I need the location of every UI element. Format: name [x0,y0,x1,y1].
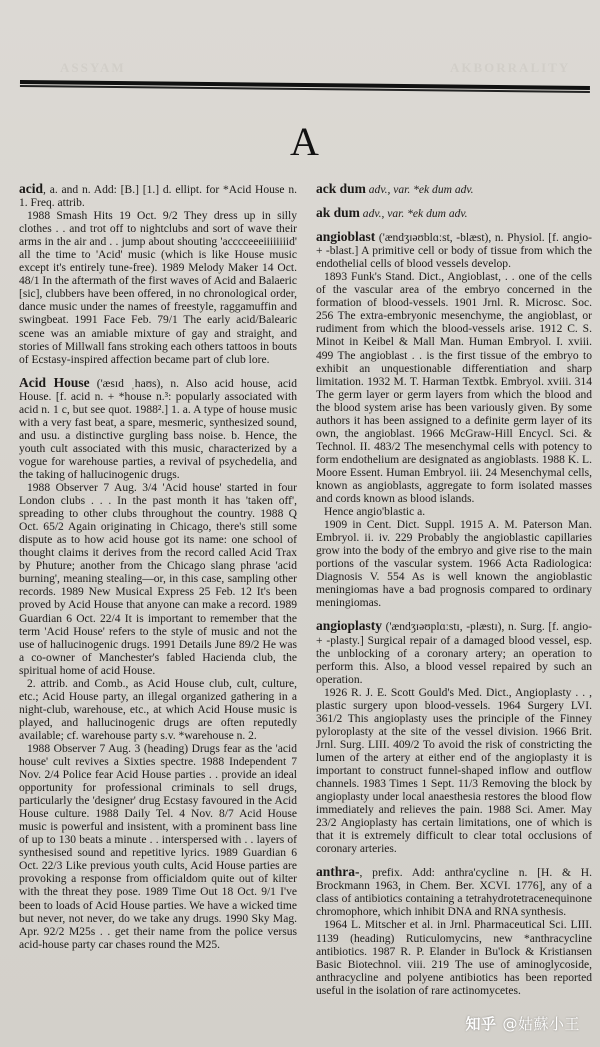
entry-anthra [316,865,592,997]
definition: ('ændʒɪəʊplɑːstɪ, -plæstɪ), n. Surg. [f. angio- + -plasty.] Surgical repair of a damaged blood vessel, esp. the unblocking of a coronary artery; an operation to perform this. Also, a blood vessel repaired by such an operation. [316,621,592,686]
entry-ack-dum [316,182,592,197]
header-double-rule [20,80,590,94]
headword: anthra- [316,864,360,880]
quotations: 1926 R. J. E. Scott Gould's Med. Dict., Angioplasty . . , plastic surgery upon blood-vessels. 1964 Surgery LVI. 361/2 This angioplasty uses the principle of the Finney pyloroplasty at the site of the vessel division. 1966 Brit. Jrnl. Surg. LIII. 409/2 To avoid the risk of constricting the lumen of the artery at either end of the angioplasty it is important to construct funnel-shaped inflow and outflow channels. 1983 Times 1 Sept. 11/3 Removing the block by angioplasty under local anaesthesia restores the blood flow immediately and relieves the pain. 1988 Sci. Amer. May 23/2 Angioplasty has certain limitations, one of which is that it is extremely difficult to clear total occlusions of coronary arteries. [316,686,592,856]
entry-angioplasty [316,619,592,856]
headword: angioblast [316,229,376,245]
entry-angioblast [316,230,592,610]
quotations: 1893 Funk's Stand. Dict., Angioblast, . . one of the cells of the vascular area of the embryo concerned in the formation of blood-vessels. 1901 Jrnl. R. Microsc. Soc. 256 The extra-embryonic mesenchyme, the angioblast, or rudiment from which the blood-vessels arise. 1912 C. S. Minot in Keibel & Mall Man. Human Embryol. I. xviii. 499 The angioblast . . is the first tissue of the embryo to exhibit an unquestionable differentiation and sharp limitation. 1932 M. T. Harman Textbk. Embryol. xviii. 314 The germ layer or germ layers from which the blood and the blood system arise has been variously given. By some authors it has been assigned to a definite germ layer of its own, the angioblast. 1966 McGraw-Hill Encycl. Sci. & Technol. II. 483/2 The mesenchymal cells with potency to form endothelium are designated as angioblasts. 1988 K. L. Moore Essent. Human Embryol. iii. 24 Mesenchymal cells, known as angioblasts, aggregate to form isolated masses and cords known as blood islands. [316,271,592,506]
headword: ak dum [316,205,360,221]
ghost-running-head-right: AKBORRALITY [450,60,571,75]
sense-2: 2. attrib. and Comb., as Acid House club, cult, culture, etc.; Acid House party, an illegal organized gathering in a night-club, warehouse, etc., at which Acid House music is played, and hallucinogenic drugs are often reputedly available; cf. warehouse party s.v. *warehouse n. 2. [19,677,297,742]
watermark-handle: @姑蘇小王 [502,1015,580,1033]
headword: Acid House [19,374,90,390]
entry-acid [19,182,297,367]
quotations: 1909 in Cent. Dict. Suppl. 1915 A. M. Paterson Man. Embryol. ii. iv. 229 Probably the angioblastic capillaries grow into the body of the embryo and give rise to the main portions of the vascular system. 1966 Acta Radiologica: Diagnosis V. 554 As is well known the angioblastic meningiomas have a bad prognosis compared to ordinary meningiomas. [316,519,592,610]
definition: , prefix. Add: anthra'cycline n. [H. & H. Brockmann 1963, in Chem. Ber. XCVI. 1776], any of a class of antibiotics containing a tetrahydrotetracenequinone chromophore, which inhibit DNA and RNA synthesis. [316,867,592,919]
ghost-running-head-left: ASSYAM [60,60,126,75]
right-column [316,182,592,1007]
entry-acid-house [19,376,297,952]
definition: ('æsɪd ˌhaʊs), n. Also acid house, acid House. [f. acid n. + *house n.³: popularly associated with acid n. 1 c, but see quot. 1988².] 1. a. A type of house music with a very fast beat, a spare, mesmeric, synthesized sound, and usu. a distinctive gurgling bass noise. b. Hence, the youth cult associated with this music, characterized by a vogue for warehouse parties, a revival of psychedelia, and the taking of hallucinogenic drugs. [19,377,297,481]
watermark [465,1013,580,1034]
quotations: 1988 Smash Hits 19 Oct. 9/2 They dress up in silly clothes . . and trot off to nightclubs and sort of wave their arms in the air and . . jump about shouting 'acccceeeiiiiiiiid' all the time to 'Acid' music (which is like House music except it's entirely tune-free). 1989 Melody Maker 14 Oct. 48/1 In the aftermath of the first waves of Acid and Balaeric [sic], clubbers have been offered, in no chronological order, dance music under the names of freestyle, raggamuffin and swingbeat. 1991 Face Feb. 79/1 The early acid/Balearic scene was an amiable mixture of gay and straight, and stories of Millwall fans stroking each others tattoos in bouts of Ecstasy-inspired affection became part of club lore. [19,210,297,366]
definition: adv., var. *ek dum adv. [359,208,468,221]
quotations: 1988 Observer 7 Aug. 3/4 'Acid house' started in four London clubs . . . In the past month it has 'taken off', spreading to other clubs throughout the country. 1988 Q Oct. 65/2 Again originating in Chicago, there's still some dispute as to how acid house got its name: one school of thought claims it derives from the record called Acid Trax by Phuture; another from the Chicago slang phrase 'acid burning', meaning stealing—or, in this case, sampling other records. 1989 New Musical Express 25 Feb. 12 It's been proved by Acid House that anyone can make a record. 1989 Guardian 6 Oct. 22/4 It is important to remember that the term 'Acid House' refers to the style of music and not the use of hallucinogenic drugs. 1991 Details June 89/2 He was a co-owner of Manchester's fabled Hacienda club, the spiritual home of acid House. [19,482,297,677]
left-column [19,182,297,961]
derivative: Hence angio'blastic a. [324,506,426,519]
definition: adv., var. *ek dum adv. [365,184,474,196]
definition: ('ændʒɪəʊblɑːst, -blæst), n. Physiol. [f. angio- + -blast.] A primitive cell or body of tissue from which the endothelial cells of blood vessels develop. [316,232,592,271]
section-letter: A [290,119,319,164]
quotations: 1964 L. Mitscher et al. in Jrnl. Pharmaceutical Sci. LIII. 1139 (heading) Ruticulomycins, new *anthracycline antibiotics. 1987 R. P. Elander in Bu'lock & Kristiansen Basic Biotechnol. viii. 219 The use of aminoglycoside, anthracycline and polyene antibiotics has been reported useful in the isolation of rare actinomycetes. [316,919,592,997]
definition: , a. and n. Add: [B.] [1.] d. ellipt. for *Acid House n. 1. Freq. attrib. [19,184,297,210]
entry-ak-dum [316,206,592,221]
headword: angioplasty [316,618,383,634]
zhihu-logo-icon: 知乎 [465,1015,497,1033]
headword: ack dum [316,181,366,196]
headword: acid [19,181,44,196]
quotations: 1988 Observer 7 Aug. 3 (heading) Drugs fear as the 'acid house' cult revives a Sixties spectre. 1988 Independent 7 Nov. 2/4 Police fear Acid House parties . . provide an ideal opportunity for professional criminals to sell drugs, particularly the 'designer' drug Ecstasy favoured in the Acid House culture. 1988 Daily Tel. 4 Nov. 8/7 Acid House music is powerful and insistent, with a prominent bass line of up to 130 beats a minute . . interspersed with . . layers of synthesised sound and repetitive lyrics. 1989 Guardian 6 Oct. 22/3 Like previous youth cults, Acid House parties are provoking a response from officialdom quite out of kilter with the threat they pose. 1989 Time Out 18 Oct. 9/1 I've been to loads of Acid House parties. We have a wicked time but never, not never, do we take any drugs. 1990 Sky Mag. Apr. 92/2 M25s . . get their name from the police versus acid-house party car chases round the M25. [19,742,297,951]
